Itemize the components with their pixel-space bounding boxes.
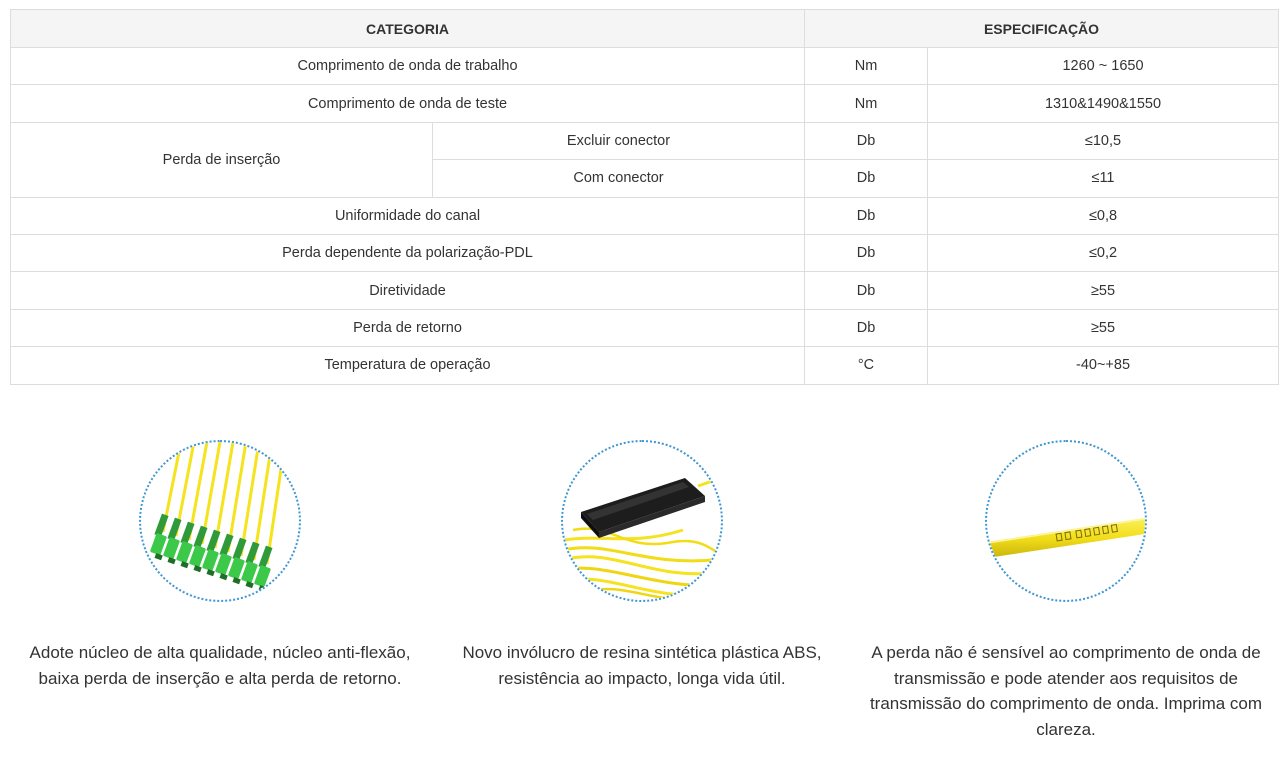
table-row: [11, 309, 1279, 346]
row-value: ≤11: [928, 160, 1279, 197]
table-row: [11, 347, 1279, 384]
row-value: -40~+85: [928, 347, 1279, 384]
header-spec: ESPECIFICAÇÃO: [805, 10, 1279, 48]
feature-item: [432, 440, 852, 691]
features-section: [10, 440, 1278, 760]
table-row: [11, 85, 1279, 122]
header-category: CATEGORIA: [11, 10, 805, 48]
row-value: 1310&1490&1550: [928, 85, 1279, 122]
row-unit: Nm: [805, 85, 928, 122]
row-value: 1260 ~ 1650: [928, 48, 1279, 85]
row-unit: Db: [805, 272, 928, 309]
row-value: ≤0,8: [928, 197, 1279, 234]
feature-caption: Novo invólucro de resina sintética plástica ABS, resistência ao impacto, longa vida útil.: [462, 643, 822, 688]
feature-item: [10, 440, 430, 691]
row-unit: Nm: [805, 48, 928, 85]
sc-connectors-icon: [139, 440, 301, 602]
row-sublabel: Excluir conector: [433, 122, 805, 159]
spec-table: [10, 9, 1279, 385]
row-label: Comprimento de onda de trabalho: [11, 48, 805, 85]
table-header-row: [11, 10, 1279, 48]
row-value: ≤0,2: [928, 234, 1279, 271]
table-row: [11, 234, 1279, 271]
table-row: [11, 48, 1279, 85]
fiber-cable-icon: [985, 440, 1147, 602]
row-label: Temperatura de operação: [11, 347, 805, 384]
table-row: [11, 122, 1279, 159]
feature-item: [856, 440, 1276, 742]
feature-caption: A perda não é sensível ao comprimento de onda de transmissão e pode atender aos requisitos de transmissão do comprimento de onda. Imprima com clareza.: [869, 643, 1263, 739]
row-unit: Db: [805, 197, 928, 234]
row-label: Perda de inserção: [11, 122, 433, 197]
row-unit: Db: [805, 234, 928, 271]
row-unit: Db: [805, 122, 928, 159]
row-label: Perda de retorno: [11, 309, 805, 346]
row-label: Comprimento de onda de teste: [11, 85, 805, 122]
row-value: ≥55: [928, 309, 1279, 346]
row-value: ≤10,5: [928, 122, 1279, 159]
splitter-box-icon: [561, 440, 723, 602]
row-label: Perda dependente da polarização-PDL: [11, 234, 805, 271]
row-unit: Db: [805, 309, 928, 346]
table-row: [11, 197, 1279, 234]
row-sublabel: Com conector: [433, 160, 805, 197]
row-value: ≥55: [928, 272, 1279, 309]
row-unit: Db: [805, 160, 928, 197]
feature-caption: Adote núcleo de alta qualidade, núcleo anti-flexão, baixa perda de inserção e alta perda de retorno.: [29, 643, 411, 688]
row-unit: °C: [805, 347, 928, 384]
row-label: Uniformidade do canal: [11, 197, 805, 234]
table-row: [11, 272, 1279, 309]
row-label: Diretividade: [11, 272, 805, 309]
